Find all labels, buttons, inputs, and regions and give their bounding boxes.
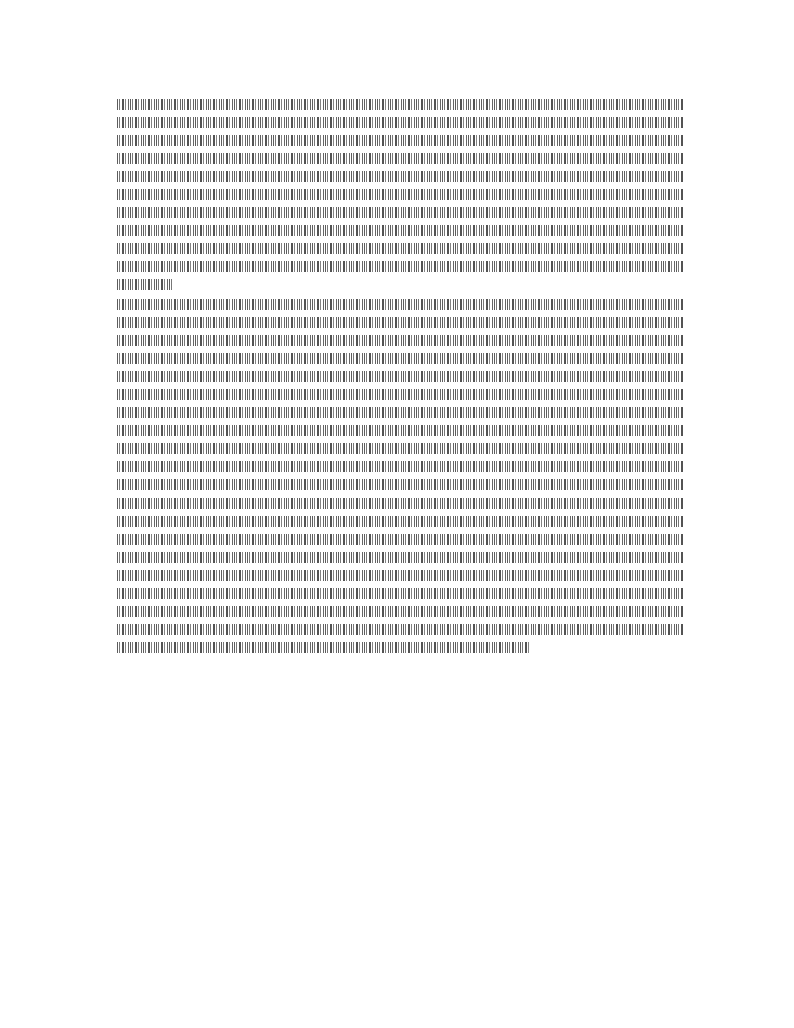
text-line-illegible bbox=[117, 516, 683, 527]
text-line-illegible bbox=[117, 335, 683, 346]
text-line-illegible bbox=[117, 443, 683, 454]
text-line-illegible bbox=[117, 498, 683, 509]
text-line-illegible bbox=[117, 534, 683, 545]
text-paragraph bbox=[117, 99, 683, 298]
text-line-illegible bbox=[117, 279, 174, 290]
text-line-illegible bbox=[117, 407, 683, 418]
text-line-illegible bbox=[117, 552, 683, 563]
text-line-illegible bbox=[117, 642, 530, 653]
text-line-illegible bbox=[117, 479, 683, 490]
text-line-illegible bbox=[117, 153, 683, 164]
text-paragraph bbox=[117, 299, 683, 660]
text-line-illegible bbox=[117, 317, 683, 328]
text-line-illegible bbox=[117, 225, 683, 236]
text-line-illegible bbox=[117, 570, 683, 581]
text-line-illegible bbox=[117, 371, 683, 382]
text-line-illegible bbox=[117, 135, 683, 146]
text-line-illegible bbox=[117, 606, 683, 617]
text-line-illegible bbox=[117, 189, 683, 200]
text-line-illegible bbox=[117, 99, 683, 110]
text-line-illegible bbox=[117, 588, 683, 599]
text-line-illegible bbox=[117, 207, 683, 218]
text-line-illegible bbox=[117, 389, 683, 400]
text-line-illegible bbox=[117, 624, 683, 635]
text-line-illegible bbox=[117, 353, 683, 364]
text-line-illegible bbox=[117, 461, 683, 472]
text-line-illegible bbox=[117, 171, 683, 182]
text-line-illegible bbox=[117, 117, 683, 128]
text-line-illegible bbox=[117, 243, 683, 254]
text-line-illegible bbox=[117, 299, 683, 310]
text-line-illegible bbox=[117, 425, 683, 436]
text-line-illegible bbox=[117, 261, 683, 272]
